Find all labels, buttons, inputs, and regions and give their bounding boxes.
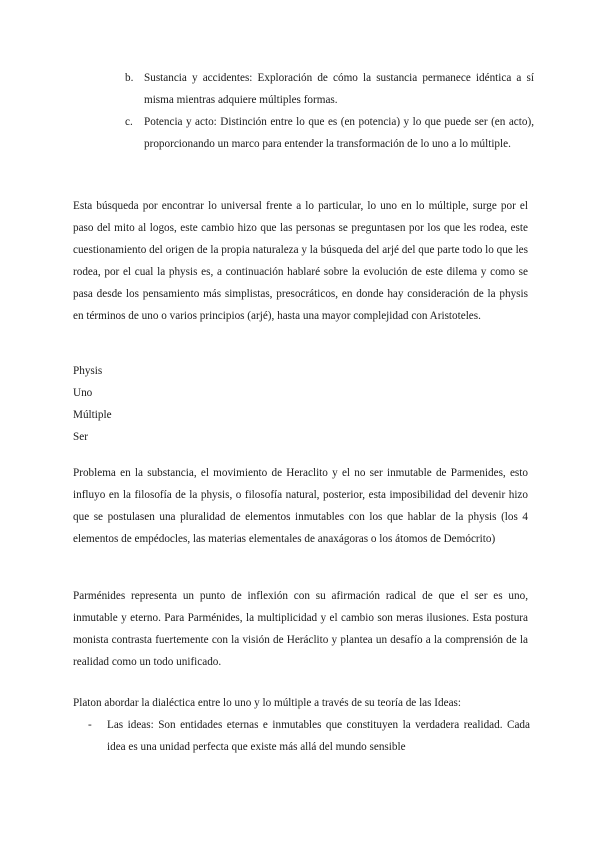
paragraph-parmenides: Parménides representa un punto de inflexión con su afirmación radical de que el ser es uno, inmutable y eterno. Para Parménides, la multiplicidad y el cambio son meras ilusiones. Esta postura monista contrasta fuertemente con la visión de Heráclito y plantea un desafío a la comprensión de la realidad como un todo unificado. [73, 590, 528, 668]
list-item-text: Las ideas: Son entidades eternas e inmutables que constituyen la verdadera realidad. Cada idea es una unidad perfecta que existe más allá del mundo sensible [107, 719, 530, 753]
term-item: Uno [73, 387, 93, 399]
paragraph-platon: Platon abordar la dialéctica entre lo uno y lo múltiple a través de su teoría de las Ideas: [73, 697, 462, 709]
ordered-list [122, 67, 534, 155]
term-list [73, 360, 112, 448]
dash-list [88, 714, 530, 758]
term-item: Múltiple [73, 409, 112, 421]
list-marker: - [88, 719, 92, 731]
term-item: Ser [73, 431, 88, 443]
list-item [88, 714, 530, 758]
list-item [122, 67, 534, 111]
paragraph-arje: Esta búsqueda por encontrar lo universal frente a lo particular, lo uno en lo múltiple, surge por el paso del mito al logos, este cambio hizo que las personas se preguntasen por los que les rodea, este cuestionamiento del origen de la propia naturaleza y la búsqueda del arjé del que parte todo lo que les rodea, por el cual la physis es, a continuación hablaré sobre la evolución de este dilema y como se pasa desde los pensamiento más simplistas, presocráticos, en donde hay consideración de la physis en términos de uno o varios principios (arjé), hasta una mayor complejidad con Aristoteles. [73, 200, 528, 322]
list-item-text: Sustancia y accidentes: Exploración de cómo la sustancia permanece idéntica a sí misma mientras adquiere múltiples formas. [144, 72, 534, 106]
list-item-text: Potencia y acto: Distinción entre lo que es (en potencia) y lo que puede ser (en acto), proporcionando un marco para entender la transformación de lo uno a lo múltiple. [144, 116, 534, 150]
list-marker: b. [125, 72, 134, 84]
paragraph-substancia: Problema en la substancia, el movimiento de Heraclito y el no ser inmutable de Parmenides, esto influyo en la filosofía de la physis, o filosofía natural, posterior, esta imposibilidad del devenir hizo que se postulasen una pluralidad de elementos inmutables con los que hablar de la physis (los 4 elementos de empédocles, las materias elementales de anaxágoras o los átomos de Demócrito) [73, 467, 528, 545]
list-item [122, 111, 534, 155]
list-marker: c. [125, 116, 133, 128]
term-item: Physis [73, 365, 103, 377]
